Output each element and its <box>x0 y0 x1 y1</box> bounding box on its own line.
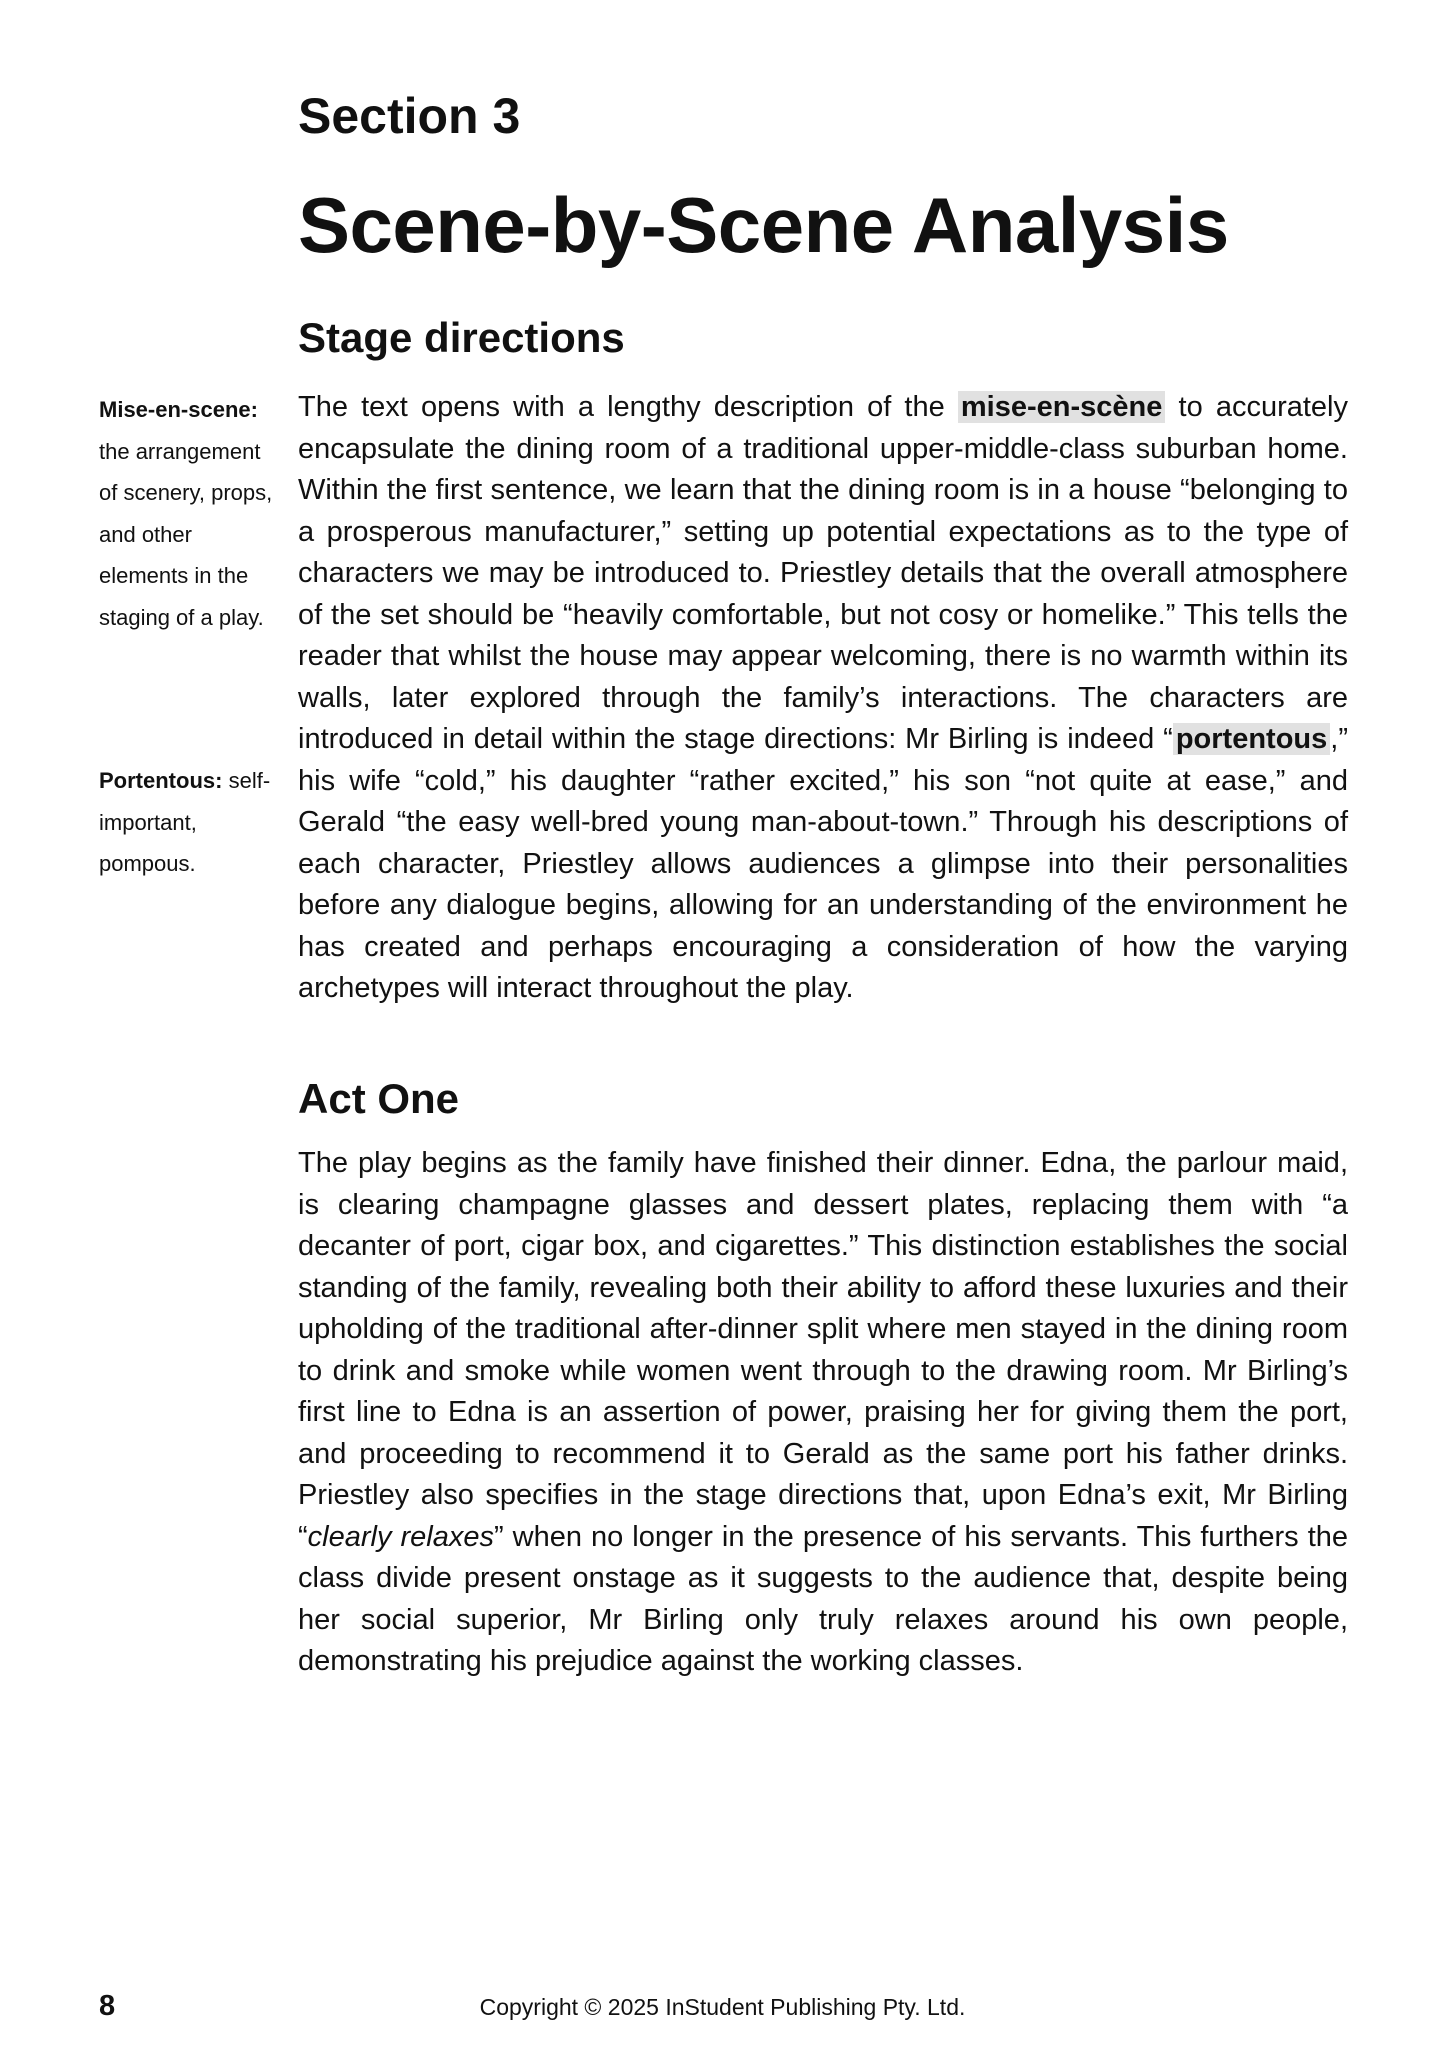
copyright-footer: Copyright © 2025 InStudent Publishing Pty. Ltd. <box>479 1994 966 2020</box>
glossary-term: Portentous: <box>99 768 223 793</box>
text-run: The play begins as the family have finished their dinner. Edna, the parlour maid, is clearing champagne glasses and dessert plates, replacing them with “a decanter of port, cigar box, and cigarettes.” This distinction establishes the social standing of the family, revealing both their ability to afford these luxuries and their upholding of the traditional after-dinner split where men stayed in the dining room to drink and smoke while women went through to the drawing room. Mr Birling’s first line to Edna is an assertion of power, praising her for giving them the port, and proceeding to recommend it to Gerald as the same port his father drinks. Priestley also specifies in the stage directions that, upon Edna’s exit, Mr Birling “ <box>298 1147 1348 1553</box>
glossary-term: Mise-en-scene: <box>99 397 258 422</box>
glossary-definition: self-important, pompous. <box>99 768 271 876</box>
page-title: Scene-by-Scene Analysis <box>298 181 1229 269</box>
text-run: to accurately encapsulate the dining room of a traditional upper-middle-class suburban home. Within the first sentence, we learn that the dining room is in a house “belonging to a prosperous manufacturer,” setting up potential expectations as to the type of characters we may be introduced to. Priestley details that the overall atmosphere of the set should be “heavily comfortable, but not cosy or homelike.” This tells the reader that whilst the house may appear welcoming, there is no warmth within its walls, later explored through the family’s interactions. The characters are introduced in detail within the stage directions: Mr Birling is indeed “ <box>298 391 1348 755</box>
section-label: Section 3 <box>298 88 521 144</box>
text-run: ,” his wife “cold,” his daughter “rather excited,” his son “not quite at ease,” and Gerald “the easy well-bred young man-about-town.” Through his descriptions of each character, Priestley allows audiences a glimpse into their personalities before any dialogue begins, allowing for an understanding of the environment he has created and perhaps encouraging a consideration of how the varying archetypes will interact throughout the play. <box>298 723 1348 1004</box>
section-heading-act-one: Act One <box>298 1075 460 1122</box>
glossary-entry-portentous <box>99 760 277 885</box>
highlighted-term-mise-en-scene: mise-en-scène <box>958 391 1166 423</box>
highlighted-term-portentous: portentous <box>1173 723 1330 755</box>
glossary-definition: the arrangement of scenery, props, and other elements in the staging of a play. <box>99 438 273 630</box>
section-heading-stage-directions: Stage directions <box>298 314 625 361</box>
glossary-entry-mise-en-scene <box>99 389 277 638</box>
text-run: The text opens with a lengthy description of the <box>298 391 958 423</box>
text-run: ” when no longer in the presence of his servants. This furthers the class divide present onstage as it suggests to the audience that, despite being her social superior, Mr Birling only truly relaxes around his own people, demonstrating his prejudice against the working classes. <box>298 1520 1349 1677</box>
italic-quote: clearly relaxes <box>307 1520 494 1553</box>
paragraph-stage-directions <box>298 387 1348 1010</box>
paragraph-act-one <box>298 1143 1348 1683</box>
page-number: 8 <box>99 1990 116 2022</box>
